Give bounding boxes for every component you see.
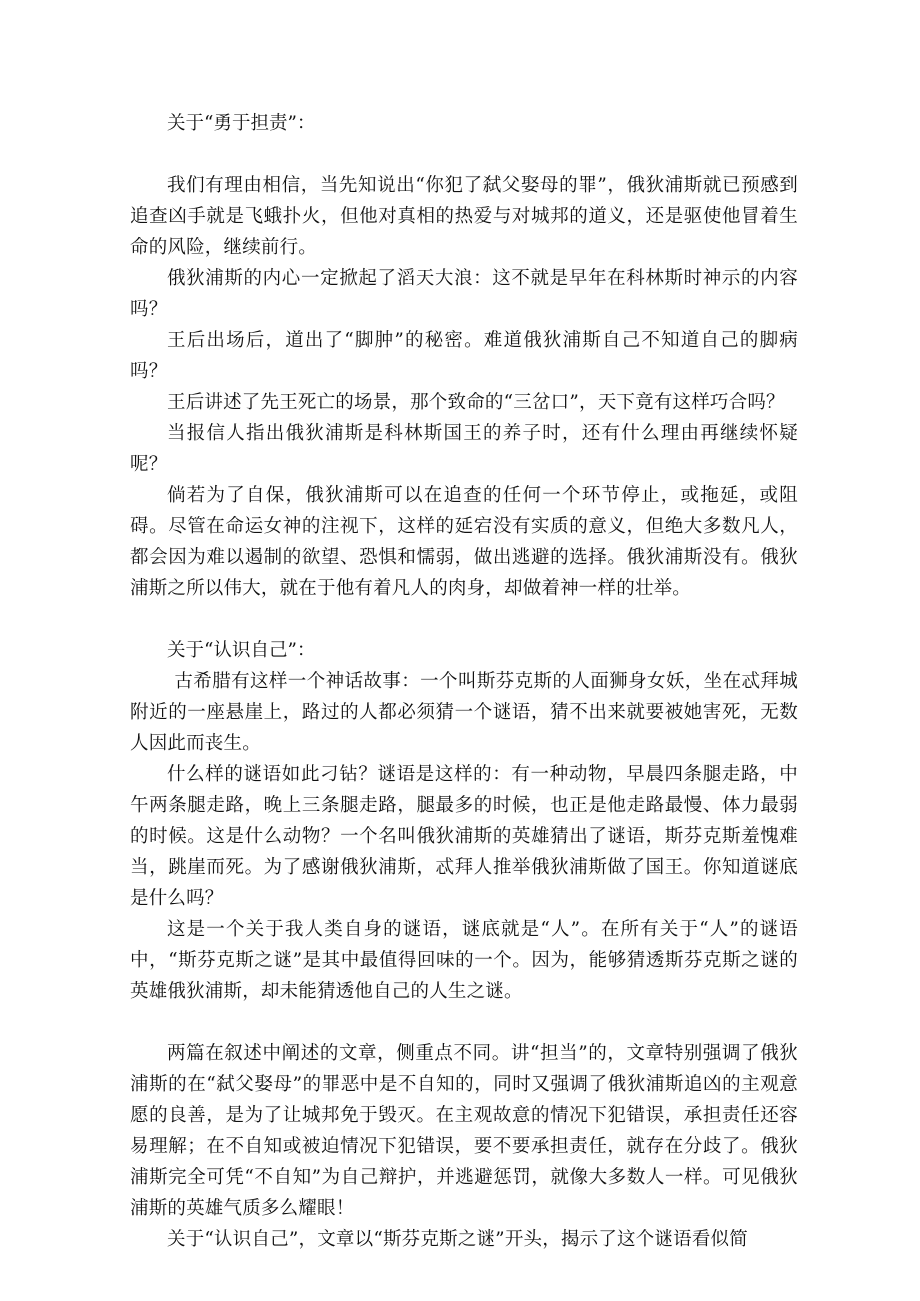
section-heading-know-yourself: 关于“认识自己”： [167, 640, 316, 661]
paragraph: 王后讲述了先王死亡的场景，那个致命的“三岔口”，天下竟有这样巧合吗？ [167, 392, 785, 413]
paragraph: 当报信人指出俄狄浦斯是科林斯国王的养子时，还有什么理由再继续怀疑呢？ [130, 423, 798, 475]
paragraph: 王后出场后，道出了“脚肿”的秘密。难道俄狄浦斯自己不知道自己的脚病吗？ [130, 330, 798, 382]
paragraph: 这是一个关于我人类自身的谜语，谜底就是“人”。在所有关于“人”的谜语中，“斯芬克斯之谜”是其中最值得回味的一个。因为，能够猜透斯芬克斯之谜的英雄俄狄浦斯，却未能猜透他自己的人生之谜。 [130, 919, 798, 1002]
paragraph: 倘若为了自保，俄狄浦斯可以在追查的任何一个环节停止，或拖延，或阻碍。尽管在命运女神的注视下，这样的延宕没有实质的意义，但绝大多数凡人，都会因为难以遏制的欲望、恐惧和懦弱，做出逃避的选择。俄狄浦斯没有。俄狄浦斯之所以伟大，就在于他有着凡人的肉身，却做着神一样的壮举。 [130, 485, 798, 599]
paragraph: 我们有理由相信，当先知说出“你犯了弑父娶母的罪”，俄狄浦斯就已预感到追查凶手就是飞蛾扑火，但他对真相的热爱与对城邦的道义，还是驱使他冒着生命的风险，继续前行。 [130, 175, 798, 258]
paragraph-gap [130, 1007, 798, 1038]
paragraph: 古希腊有这样一个神话故事：一个叫斯芬克斯的人面狮身女妖，坐在忒拜城附近的一座悬崖上，路过的人都必须猜一个谜语，猜不出来就要被她害死，无数人因此而丧生。 [130, 671, 798, 754]
paragraph: 俄狄浦斯的内心一定掀起了滔天大浪：这不就是早年在科林斯时神示的内容吗？ [130, 268, 798, 320]
paragraph: 关于“认识自己”，文章以“斯芬克斯之谜”开头，揭示了这个谜语看似简 [167, 1229, 748, 1250]
paragraph: 什么样的谜语如此刁钻？谜语是这样的：有一种动物，早晨四条腿走路，中午两条腿走路，晚上三条腿走路，腿最多的时候，也正是他走路最慢、体力最弱的时候。这是什么动物？一个名叫俄狄浦斯的英雄猜出了谜语，斯芬克斯羞愧难当，跳崖而死。为了感谢俄狄浦斯，忒拜人推举俄狄浦斯做了国王。你知道谜底是什么吗？ [130, 764, 798, 909]
section-heading-responsibility: 关于“勇于担责”： [167, 113, 316, 134]
paragraph-gap [130, 139, 798, 170]
document-body [130, 108, 798, 1255]
paragraph: 两篇在叙述中阐述的文章，侧重点不同。讲“担当”的，文章特别强调了俄狄浦斯的在“弑父娶母”的罪恶中是不自知的，同时又强调了俄狄浦斯追凶的主观意愿的良善，是为了让城邦免于毁灭。在主观故意的情况下犯错误，承担责任还容易理解；在不自知或被迫情况下犯错误，要不要承担责任，就存在分歧了。俄狄浦斯完全可凭“不自知”为自己辩护，并逃避惩罚，就像大多数人一样。可见俄狄浦斯的英雄气质多么耀眼！ [130, 1043, 798, 1219]
paragraph-gap [130, 604, 798, 635]
